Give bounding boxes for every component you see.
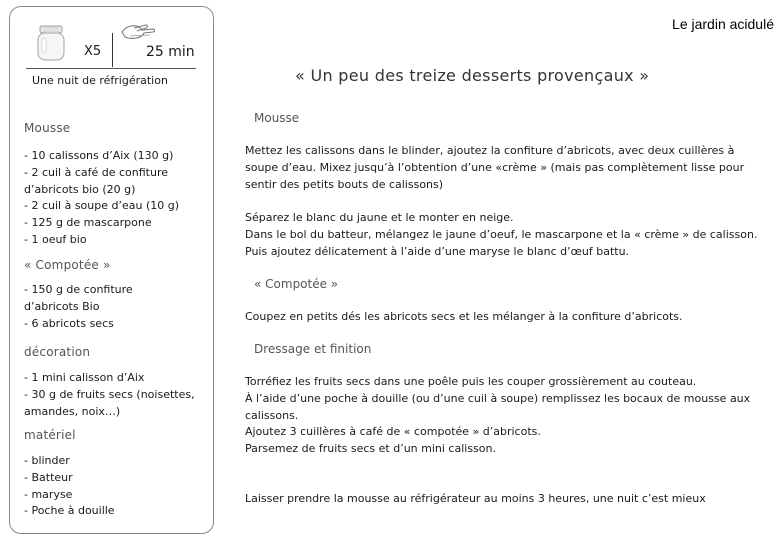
ingredient-line: - 2 cuil à café de confiture (24, 165, 169, 179)
step-line: sentir des petits bouts de calissons) (245, 177, 444, 191)
ingredients-mousse-title: Mousse (24, 121, 71, 135)
ingredients-mousse-list (24, 148, 179, 249)
preparation-time: 25 min (146, 44, 195, 60)
servings-count: X5 (84, 44, 102, 59)
ingredients-compotee-title: « Compotée » (24, 258, 111, 272)
steps-final-paragraph (245, 491, 775, 508)
steps-mousse-paragraph-2 (245, 210, 775, 260)
step-line: À l’aide d’une poche à douille (ou d’une cuil à soupe) remplissez les bocaux de mousse aux (245, 391, 751, 405)
header-divider-horizontal (26, 68, 196, 69)
site-title: Le jardin acidulé (672, 16, 774, 32)
ingredient-line: - blinder (24, 454, 70, 467)
ingredient-line: - Batteur (24, 470, 73, 484)
step-line: Laisser prendre la mousse au réfrigérateur au moins 3 heures, une nuit c’est mieux (245, 492, 706, 505)
step-line: Puis ajoutez délicatement à l’aide d’une maryse le blanc d’œuf battu. (245, 244, 630, 258)
ingredients-decoration-title: décoration (24, 345, 91, 359)
ingredient-line: - 1 mini calisson d’Aix (24, 371, 145, 384)
step-line: Coupez en petits dés les abricots secs et les mélanger à la confiture d’abricots. (245, 310, 683, 323)
ingredient-line: - maryse (24, 487, 73, 501)
ingredients-materiel-title: matériel (24, 428, 76, 442)
ingredient-line: amandes, noix…) (24, 404, 121, 418)
step-line: soupe d’eau. Mixez jusqu’à l’obtention d’une «crème » (mais pas complètement lisse pour (245, 160, 745, 174)
ingredient-line: - 10 calissons d’Aix (130 g) (24, 149, 174, 162)
header-divider-vertical (112, 33, 113, 67)
ingredient-line: - 6 abricots secs (24, 316, 114, 330)
steps-dressage-title: Dressage et finition (254, 342, 372, 356)
hands-time-icon (120, 22, 158, 42)
jar-icon (37, 24, 65, 62)
ingredient-line: - 125 g de mascarpone (24, 216, 152, 230)
ingredients-decoration-list (24, 370, 195, 420)
ingredients-materiel-list (24, 453, 115, 520)
step-line: Parsemez de fruits secs et d’un mini calisson. (245, 442, 496, 456)
steps-dressage-paragraph (245, 374, 775, 458)
ingredient-line: - 1 oeuf bio (24, 232, 87, 246)
steps-compotee-title: « Compotée » (254, 277, 339, 291)
step-line: Mettez les calissons dans le blinder, ajoutez la confiture d’abricots, avec deux cuillères à (245, 144, 735, 157)
ingredient-line: - 2 cuil à soupe d’eau (10 g) (24, 199, 180, 213)
refrigeration-note: Une nuit de réfrigération (32, 74, 168, 87)
recipe-title: « Un peu des treize desserts provençaux » (295, 66, 650, 85)
ingredient-line: - 150 g de confiture (24, 283, 133, 296)
ingredients-compotee-list (24, 282, 133, 332)
step-line: Ajoutez 3 cuillères à café de « compotée » d’abricots. (245, 425, 541, 439)
ingredient-line: - 30 g de fruits secs (noisettes, (24, 387, 195, 401)
steps-mousse-title: Mousse (254, 111, 300, 125)
steps-mousse-paragraph-1 (245, 143, 775, 193)
ingredient-line: d’abricots bio (20 g) (24, 182, 136, 196)
step-line: calissons. (245, 408, 299, 422)
ingredient-line: - Poche à douille (24, 504, 115, 518)
step-line: Séparez le blanc du jaune et le monter en neige. (245, 211, 514, 224)
step-line: Dans le bol du batteur, mélangez le jaune d’oeuf, le mascarpone et la « crème » de calisson. (245, 227, 758, 241)
step-line: Torréfiez les fruits secs dans une poêle puis les couper grossièrement au couteau. (245, 375, 697, 388)
ingredient-line: d’abricots Bio (24, 299, 100, 313)
steps-compotee-paragraph (245, 309, 775, 326)
